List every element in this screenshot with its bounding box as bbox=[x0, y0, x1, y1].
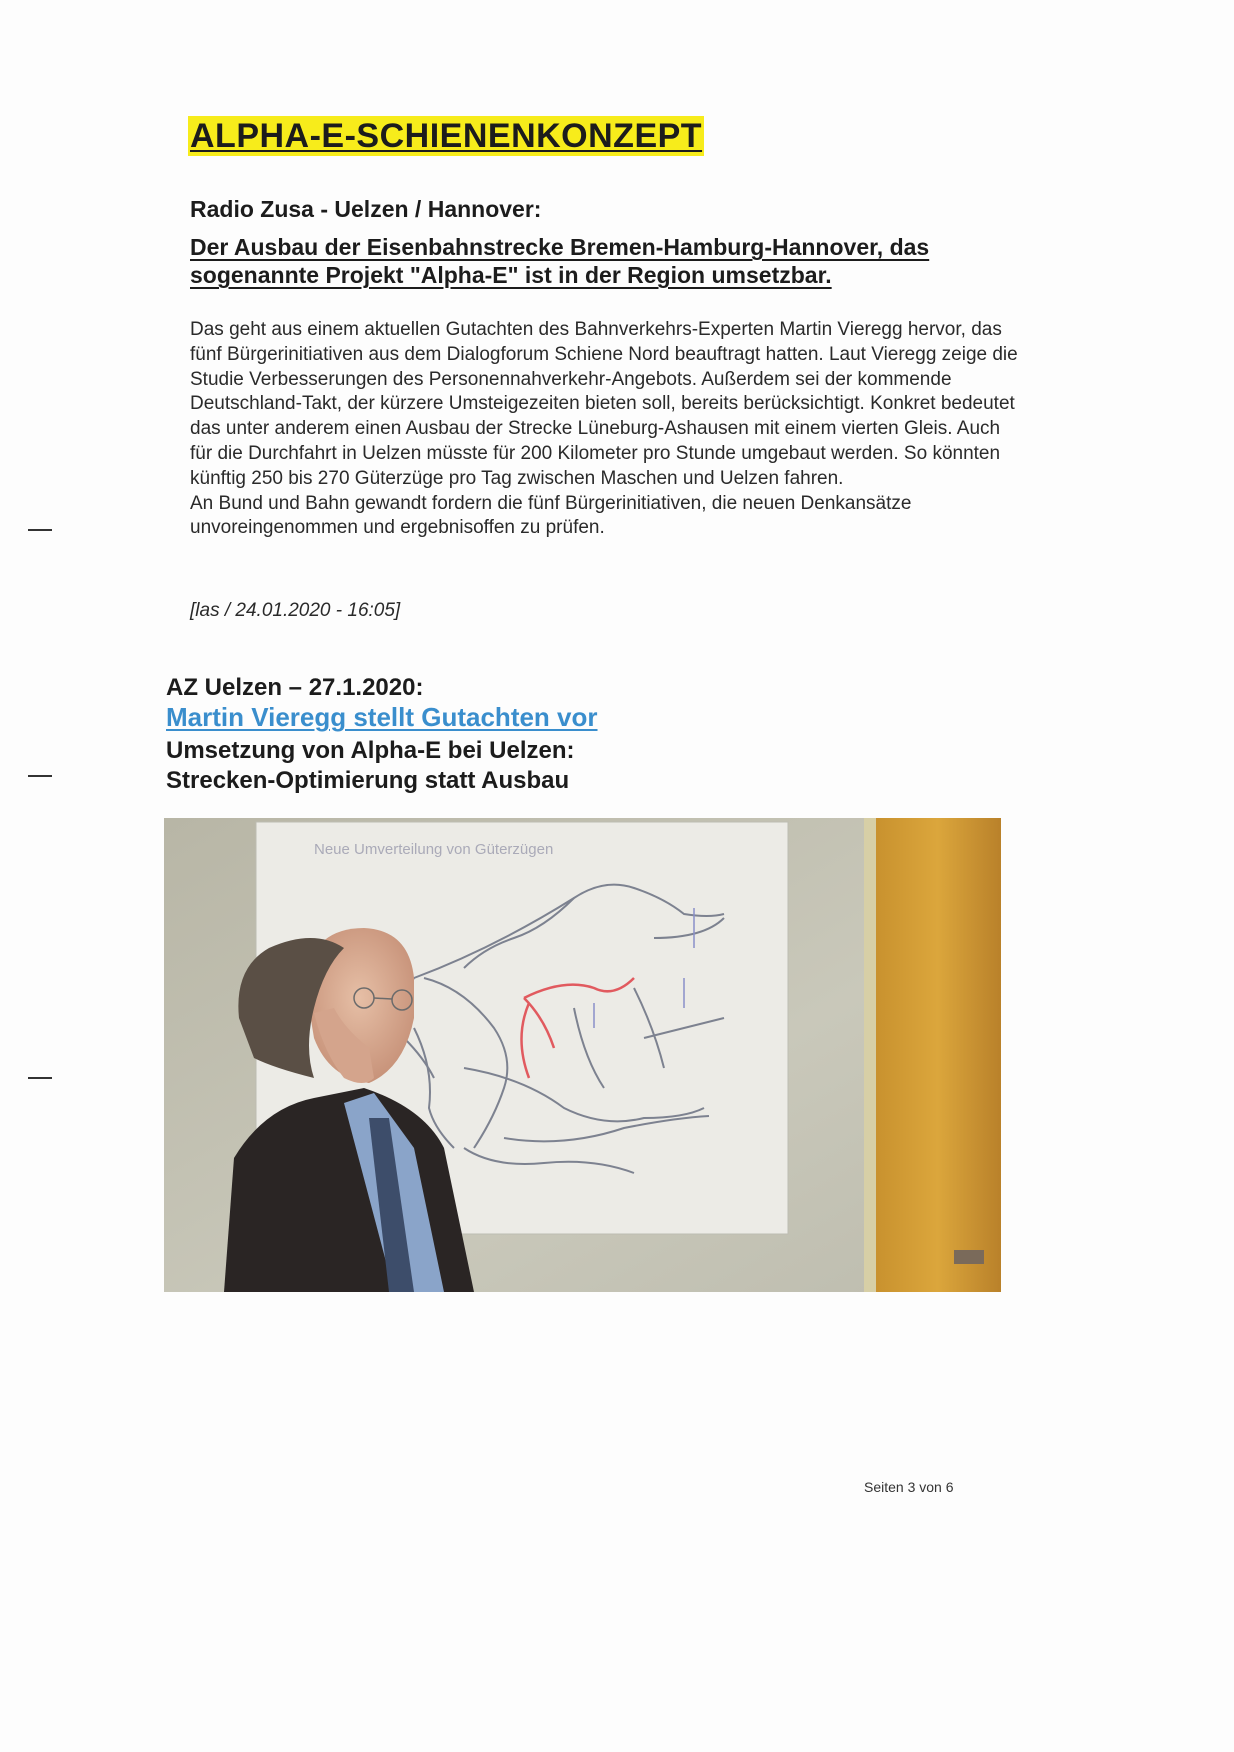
page-number: Seiten 3 von 6 bbox=[864, 1479, 954, 1495]
punch-mark bbox=[28, 775, 52, 777]
presentation-photo bbox=[164, 818, 1001, 1292]
article2-headline-link[interactable]: Martin Vieregg stellt Gutachten vor bbox=[166, 702, 598, 732]
article1-body bbox=[190, 318, 1020, 541]
article2-source: AZ Uelzen – 27.1.2020: bbox=[166, 674, 424, 701]
article1-paragraph-1: Das geht aus einem aktuellen Gutachten des Bahnverkehrs-Experten Martin Vieregg hervor, das fünf Bürgerinitiativen aus dem Dialogforum Schiene Nord beauftragt hatten. Laut Vieregg zeige die Studie Verbesserungen des Personennahverkehr-Angebots. Außerdem sei der kommende Deutschland-Takt, der kürzere Umsteigezeiten bieten soll, bereits berücksichtigt. Konkret bedeutet das unter anderem einen Ausbau der Strecke Lüneburg-Ashausen mit einem vierten Gleis. Auch für die Durchfahrt in Uelzen müsste für 200 Kilometer pro Stunde umgebaut werden. So könnten künftig 250 bis 270 Güterzüge pro Tag zwischen Maschen und Uelzen fahren. bbox=[190, 319, 1018, 489]
article1-paragraph-2: An Bund und Bahn gewandt fordern die fünf Bürgerinitiativen, die neuen Denkansätze unvoreingenommen und ergebnisoffen zu prüfen. bbox=[190, 492, 912, 539]
article2-subhead-line-1: Umsetzung von Alpha-E bei Uelzen: bbox=[166, 737, 575, 764]
punch-mark bbox=[28, 529, 52, 531]
photo-illustration bbox=[164, 818, 1001, 1292]
article1-headline: Der Ausbau der Eisenbahnstrecke Bremen-Hamburg-Hannover, das sogenannte Projekt "Alpha-E" ist in der Region umsetzbar. bbox=[190, 234, 930, 288]
punch-mark bbox=[28, 1077, 52, 1079]
slide-title: Neue Umverteilung von Güterzügen bbox=[314, 841, 554, 858]
article1-source: Radio Zusa - Uelzen / Hannover: bbox=[190, 196, 542, 222]
article2-subhead bbox=[166, 736, 574, 796]
document-title: ALPHA-E-SCHIENENKONZEPT bbox=[190, 117, 703, 155]
article1-dateline: [las / 24.01.2020 - 16:05] bbox=[190, 600, 401, 621]
article2-subhead-line-2: Strecken-Optimierung statt Ausbau bbox=[166, 767, 570, 794]
